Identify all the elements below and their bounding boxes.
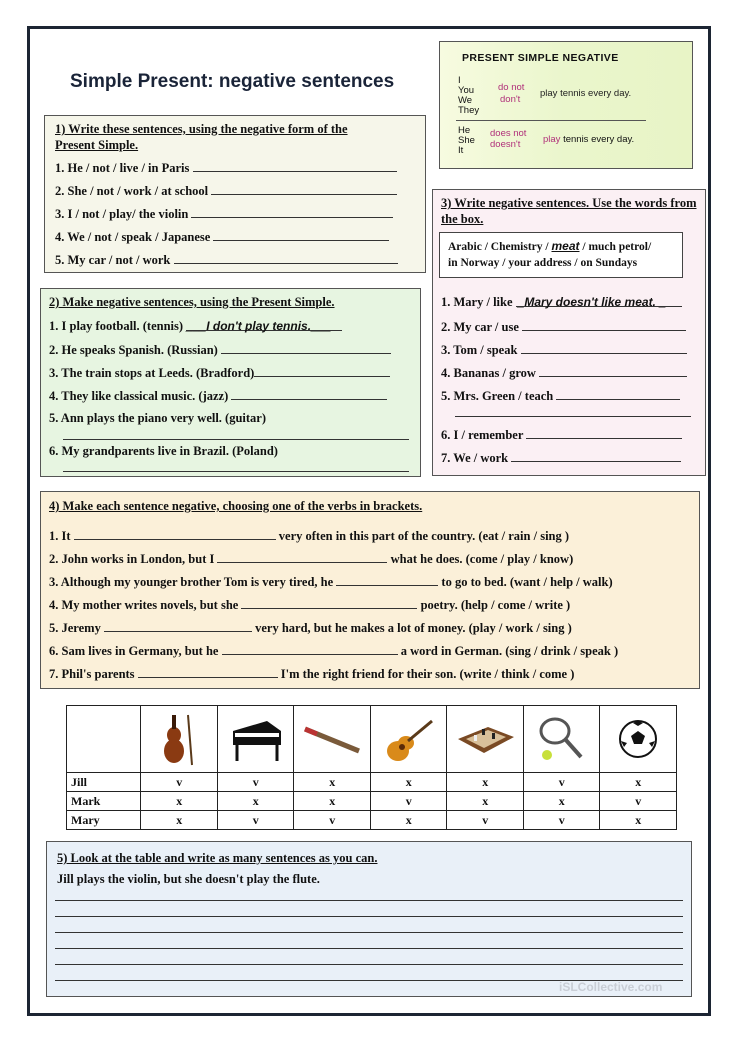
answer-blank[interactable] [221,342,391,354]
table-row: Mary x v v x v v x [67,811,677,830]
answer-blank[interactable] [213,229,389,241]
ex3-extra-line [455,416,691,417]
ex3-item-6: 6. I / remember [441,427,682,443]
answer-blank[interactable] [191,206,393,218]
answer-blank[interactable] [511,450,681,462]
answer-blank[interactable] [174,252,398,264]
ex3-item-4: 4. Bananas / grow [441,365,687,381]
grammar-verb-1: play tennis every day. [540,88,632,99]
exercise-5-heading: 5) Look at the table and write as many sentences as you can. [57,851,378,865]
row-name: Mark [67,792,141,811]
answer-blank[interactable] [138,666,278,678]
answer-blank[interactable] [104,620,252,632]
ex4-item-4: 4. My mother writes novels, but she poetry. (help / come / write ) [49,598,571,612]
exercise-1-heading: 1) Write these sentences, using the negative form of the Present Simple. [55,122,348,152]
ex3-item-2: 2. My car / use [441,319,686,335]
col-flute [294,706,371,773]
ex2-item-6-line [63,471,409,472]
ex3-item-5: 5. Mrs. Green / teach [441,388,680,404]
activities-table [66,705,677,830]
col-violin [141,706,218,773]
piano-icon [223,709,289,769]
writing-line[interactable] [55,964,683,965]
ex1-item-2: 2. She / not / work / at school [55,183,397,199]
grammar-verb-2: play tennis every day. [543,134,635,145]
ex2-item-6: 6. My grandparents live in Brazil. (Poland) [49,444,278,458]
answer-blank[interactable] [222,643,398,655]
col-guitar [370,706,447,773]
ex2-item-1: 1. I play football. (tennis) ___I don't play tennis.___ [49,319,342,334]
answer-blank[interactable]: ___I don't play tennis.___ [186,319,342,331]
answer-blank[interactable]: _Mary doesn't like meat. _ [516,295,682,307]
word-box-crossed-meat: meat [551,239,580,253]
writing-line[interactable] [55,900,683,901]
exercise-2-box [40,288,421,477]
row-name: Mary [67,811,141,830]
writing-line[interactable] [55,916,683,917]
ex3-item-7: 7. We / work [441,450,681,466]
exercise-2-heading: 2) Make negative sentences, using the Present Simple. [49,295,335,309]
row-name: Jill [67,773,141,792]
answer-blank[interactable] [526,427,682,439]
col-chess [447,706,524,773]
exercise-4-box [40,491,700,689]
ex3-item-3: 3. Tom / speak [441,342,687,358]
exercise-3-heading: 3) Write negative sentences. Use the words from the box. [441,196,697,226]
answer-blank[interactable] [74,528,276,540]
grammar-pronouns-1: I You We They [458,75,480,116]
ex4-item-3: 3. Although my younger brother Tom is very tired, he to go to bed. (want / help / walk) [49,575,613,589]
answer-blank[interactable] [522,319,686,331]
answer-blank[interactable] [539,365,687,377]
grammar-box [439,41,693,169]
exercise-5-box [46,841,692,997]
col-tennis [523,706,600,773]
answer-blank[interactable] [217,551,387,563]
grammar-divider [456,120,646,121]
flute-icon [299,709,365,769]
ex4-item-1: 1. It very often in this part of the country. (eat / rain / sing ) [49,529,570,543]
col-football [600,706,677,773]
ex4-item-6: 6. Sam lives in Germany, but he a word in German. (sing / drink / speak ) [49,644,619,658]
grammar-pronouns-2: He She It [458,125,475,156]
grammar-aux-1: do not don't [498,82,525,105]
worksheet-page [27,26,711,1016]
answer-blank[interactable] [231,388,387,400]
ex1-item-1: 1. He / not / live / in Paris [55,160,397,176]
ex2-item-3: 3. The train stops at Leeds. (Bradford) [49,365,390,381]
ex1-item-3: 3. I / not / play/ the violin [55,206,393,222]
ex1-item-5: 5. My car / not / work [55,252,398,268]
guitar-icon [376,709,442,769]
writing-line[interactable] [55,932,683,933]
answer-blank[interactable] [521,342,687,354]
table-row: Mark x x x v x x v [67,792,677,811]
grammar-heading: PRESENT SIMPLE NEGATIVE [462,52,619,64]
ex5-example: Jill plays the violin, but she doesn't play the flute. [57,872,320,886]
watermark: iSLCollective.com [559,980,663,994]
writing-line[interactable] [55,948,683,949]
chess-icon [452,709,518,769]
word-box: Arabic / Chemistry / meat / much petrol/ in Norway / your address / on Sundays [439,232,683,278]
ex3-item-1: 1. Mary / like _Mary doesn't like meat. _ [441,295,682,310]
football-icon [605,709,671,769]
answer-blank[interactable] [241,597,417,609]
ex2-item-4: 4. They like classical music. (jazz) [49,388,387,404]
exercise-1-box [44,115,426,273]
ex4-item-5: 5. Jeremy very hard, but he makes a lot of money. (play / work / sing ) [49,621,572,635]
table-corner [67,706,141,773]
exercise-4-heading: 4) Make each sentence negative, choosing one of the verbs in brackets. [49,499,423,513]
answer-blank[interactable] [193,160,397,172]
table-row: Jill v v x x x v x [67,773,677,792]
ex2-item-5: 5. Ann plays the piano very well. (guitar) [49,411,267,425]
ex2-item-2: 2. He speaks Spanish. (Russian) [49,342,391,358]
col-piano [217,706,294,773]
ex1-item-4: 4. We / not / speak / Japanese [55,229,389,245]
answer-blank[interactable] [556,388,680,400]
answer-blank[interactable] [211,183,397,195]
grammar-aux-2: does not doesn't [490,128,527,150]
answer-blank[interactable] [254,365,390,377]
tennis-icon [529,709,595,769]
page-title: Simple Present: negative sentences [70,71,395,92]
answer-blank[interactable] [336,574,438,586]
exercise-3-box [432,189,706,476]
table-header-row [67,706,677,773]
ex2-item-5-line [63,439,409,440]
ex4-item-2: 2. John works in London, but I what he does. (come / play / know) [49,552,574,566]
violin-icon [146,709,212,769]
ex4-item-7: 7. Phil's parents I'm the right friend for their son. (write / think / come ) [49,667,575,681]
